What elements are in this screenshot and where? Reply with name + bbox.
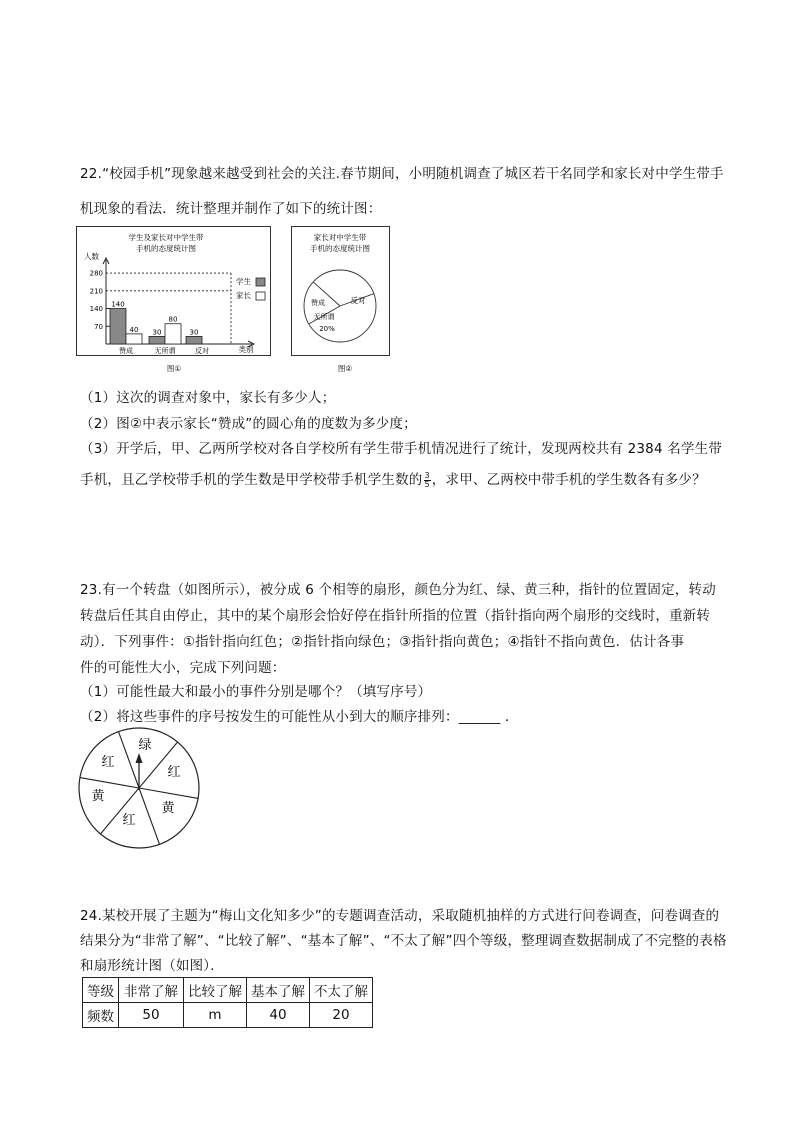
data-label: 30: [152, 328, 162, 337]
y-tick-label: 140: [89, 305, 103, 314]
bar-chart-title-1: 学生及家长对中学生带: [128, 233, 204, 242]
legend-swatch: [256, 278, 265, 286]
y-tick-label: 280: [89, 269, 103, 278]
fraction-three-fifths: [424, 472, 431, 489]
pie-chart-figure: [291, 226, 395, 374]
q22-sub1: （1）这次的调查对象中，家长有多少人；: [80, 390, 336, 406]
q23-line4: 件的可能性大小，完成下列问题：: [80, 660, 286, 676]
spinner-sector-label: 绿: [138, 738, 152, 753]
pie-chart-title-2: 手机的态度统计图: [310, 244, 370, 253]
pie-label-approve: 赞成: [311, 299, 325, 307]
spinner-sector-label: 红: [122, 813, 136, 828]
table-cell: m: [184, 1003, 247, 1028]
x-tick-label: 无所谓: [154, 347, 176, 355]
spinner-sector-label: 红: [167, 765, 181, 780]
spinner-figure: [76, 726, 202, 850]
table-cell: 等级: [83, 978, 119, 1003]
table-cell: 40: [247, 1003, 310, 1028]
table-header-row: [83, 978, 373, 1003]
bar-student: [186, 336, 202, 344]
q24-line2: 结果分为“非常了解”、“比较了解”、“基本了解”、“不太了解”四个等级，整理调查数据制成了不完整的表格: [80, 933, 727, 949]
spinner-sector-label: 红: [101, 755, 115, 770]
pie-label-indifferent: 无所谓: [313, 313, 335, 321]
q22-sub3-line2: [80, 468, 706, 489]
bar-student: [149, 336, 165, 344]
q22-line2: 机现象的看法．统计整理并制作了如下的统计图：: [80, 201, 382, 217]
legend-swatch: [256, 292, 265, 300]
pie-chart-title-1: 家长对中学生带: [313, 233, 367, 242]
bar-chart-figure: [76, 226, 272, 374]
pie-label-oppose: 反对: [350, 296, 366, 305]
legend-label: 家长: [236, 291, 251, 300]
q22-sub3-line1: （3）开学后，甲、乙两所学校对各自学校所有学生带手机情况进行了统计，发现两校共有 2384 名学生带: [80, 441, 723, 457]
y-tick-label: 70: [94, 322, 103, 331]
bar-parent: [126, 334, 142, 344]
bar-student: [110, 309, 126, 344]
q24-line1: 24.某校开展了主题为“梅山文化知多少”的专题调查活动，采取随机抽样的方式进行问卷调查，问卷调查的: [80, 908, 720, 924]
pie-chart-plot: [304, 270, 376, 342]
table-cell: 非常了解: [119, 978, 184, 1003]
fraction-denominator: 5: [424, 479, 430, 489]
y-tick-label: 210: [89, 287, 103, 296]
spinner-wheel: [79, 728, 199, 848]
x-tick-label: 赞成: [119, 347, 133, 355]
data-label: 30: [189, 328, 199, 337]
q22-sub3-line2-post: ，求甲、乙两校中带手机的学生数各有多少？: [431, 472, 706, 488]
data-label: 40: [129, 325, 139, 334]
x-tick-label: 反对: [195, 347, 209, 355]
legend-label: 学生: [236, 277, 251, 286]
spinner-sector-label: 黄: [91, 789, 105, 804]
data-label: 140: [111, 300, 125, 309]
table-cell: 频数: [83, 1003, 119, 1028]
pie-percent-label: 20%: [319, 325, 335, 333]
frequency-table: [82, 977, 373, 1028]
table-cell: 比较了解: [184, 978, 247, 1003]
q24-line3: 和扇形统计图（如图）．: [80, 958, 224, 974]
q22-line1: 22.“校园手机”现象越来越受到社会的关注.春节期间，小明随机调查了城区若干名同学和家长对中学生带手: [80, 166, 724, 182]
bar-chart-caption: 图①: [166, 364, 182, 373]
pie-chart-caption: 图②: [337, 364, 353, 373]
q23-sub2: （2）将这些事件的序号按发生的可能性从小到大的顺序排列：______ ．: [80, 709, 519, 725]
x-axis-label: 类别: [238, 345, 254, 354]
q23-sub1: （1）可能性最大和最小的事件分别是哪个？（填写序号）: [80, 684, 432, 700]
q22-sub2: （2）图②中表示家长“赞成”的圆心角的度数为多少度；: [80, 416, 417, 432]
spinner-sector-label: 黄: [161, 801, 175, 816]
y-axis-label: 人数: [84, 252, 99, 261]
q23-line1: 23.有一个转盘（如图所示），被分成 6 个相等的扇形，颜色分为红、绿、黄三种，指针的位置固定，转动: [80, 582, 716, 598]
table-cell: 20: [310, 1003, 373, 1028]
data-label: 80: [168, 315, 178, 324]
bar-chart-title-2: 手机的态度统计图: [136, 244, 196, 253]
table-data-row: [83, 1003, 373, 1028]
fraction-numerator: 3: [424, 470, 430, 480]
q22-sub3-line2-pre: 手机，且乙学校带手机的学生数是甲学校带手机学生数的: [80, 472, 423, 488]
table-cell: 不太了解: [310, 978, 373, 1003]
table-cell: 基本了解: [247, 978, 310, 1003]
q23-line3: 动）．下列事件：①指针指向红色；②指针指向绿色；③指针指向黄色；④指针不指向黄色．估计各事: [80, 634, 685, 650]
q23-line2: 转盘后任其自由停止，其中的某个扇形会恰好停在指针所指的位置（指针指向两个扇形的交线时，重新转: [80, 608, 711, 624]
table-cell: 50: [119, 1003, 184, 1028]
bar-parent: [165, 324, 181, 344]
